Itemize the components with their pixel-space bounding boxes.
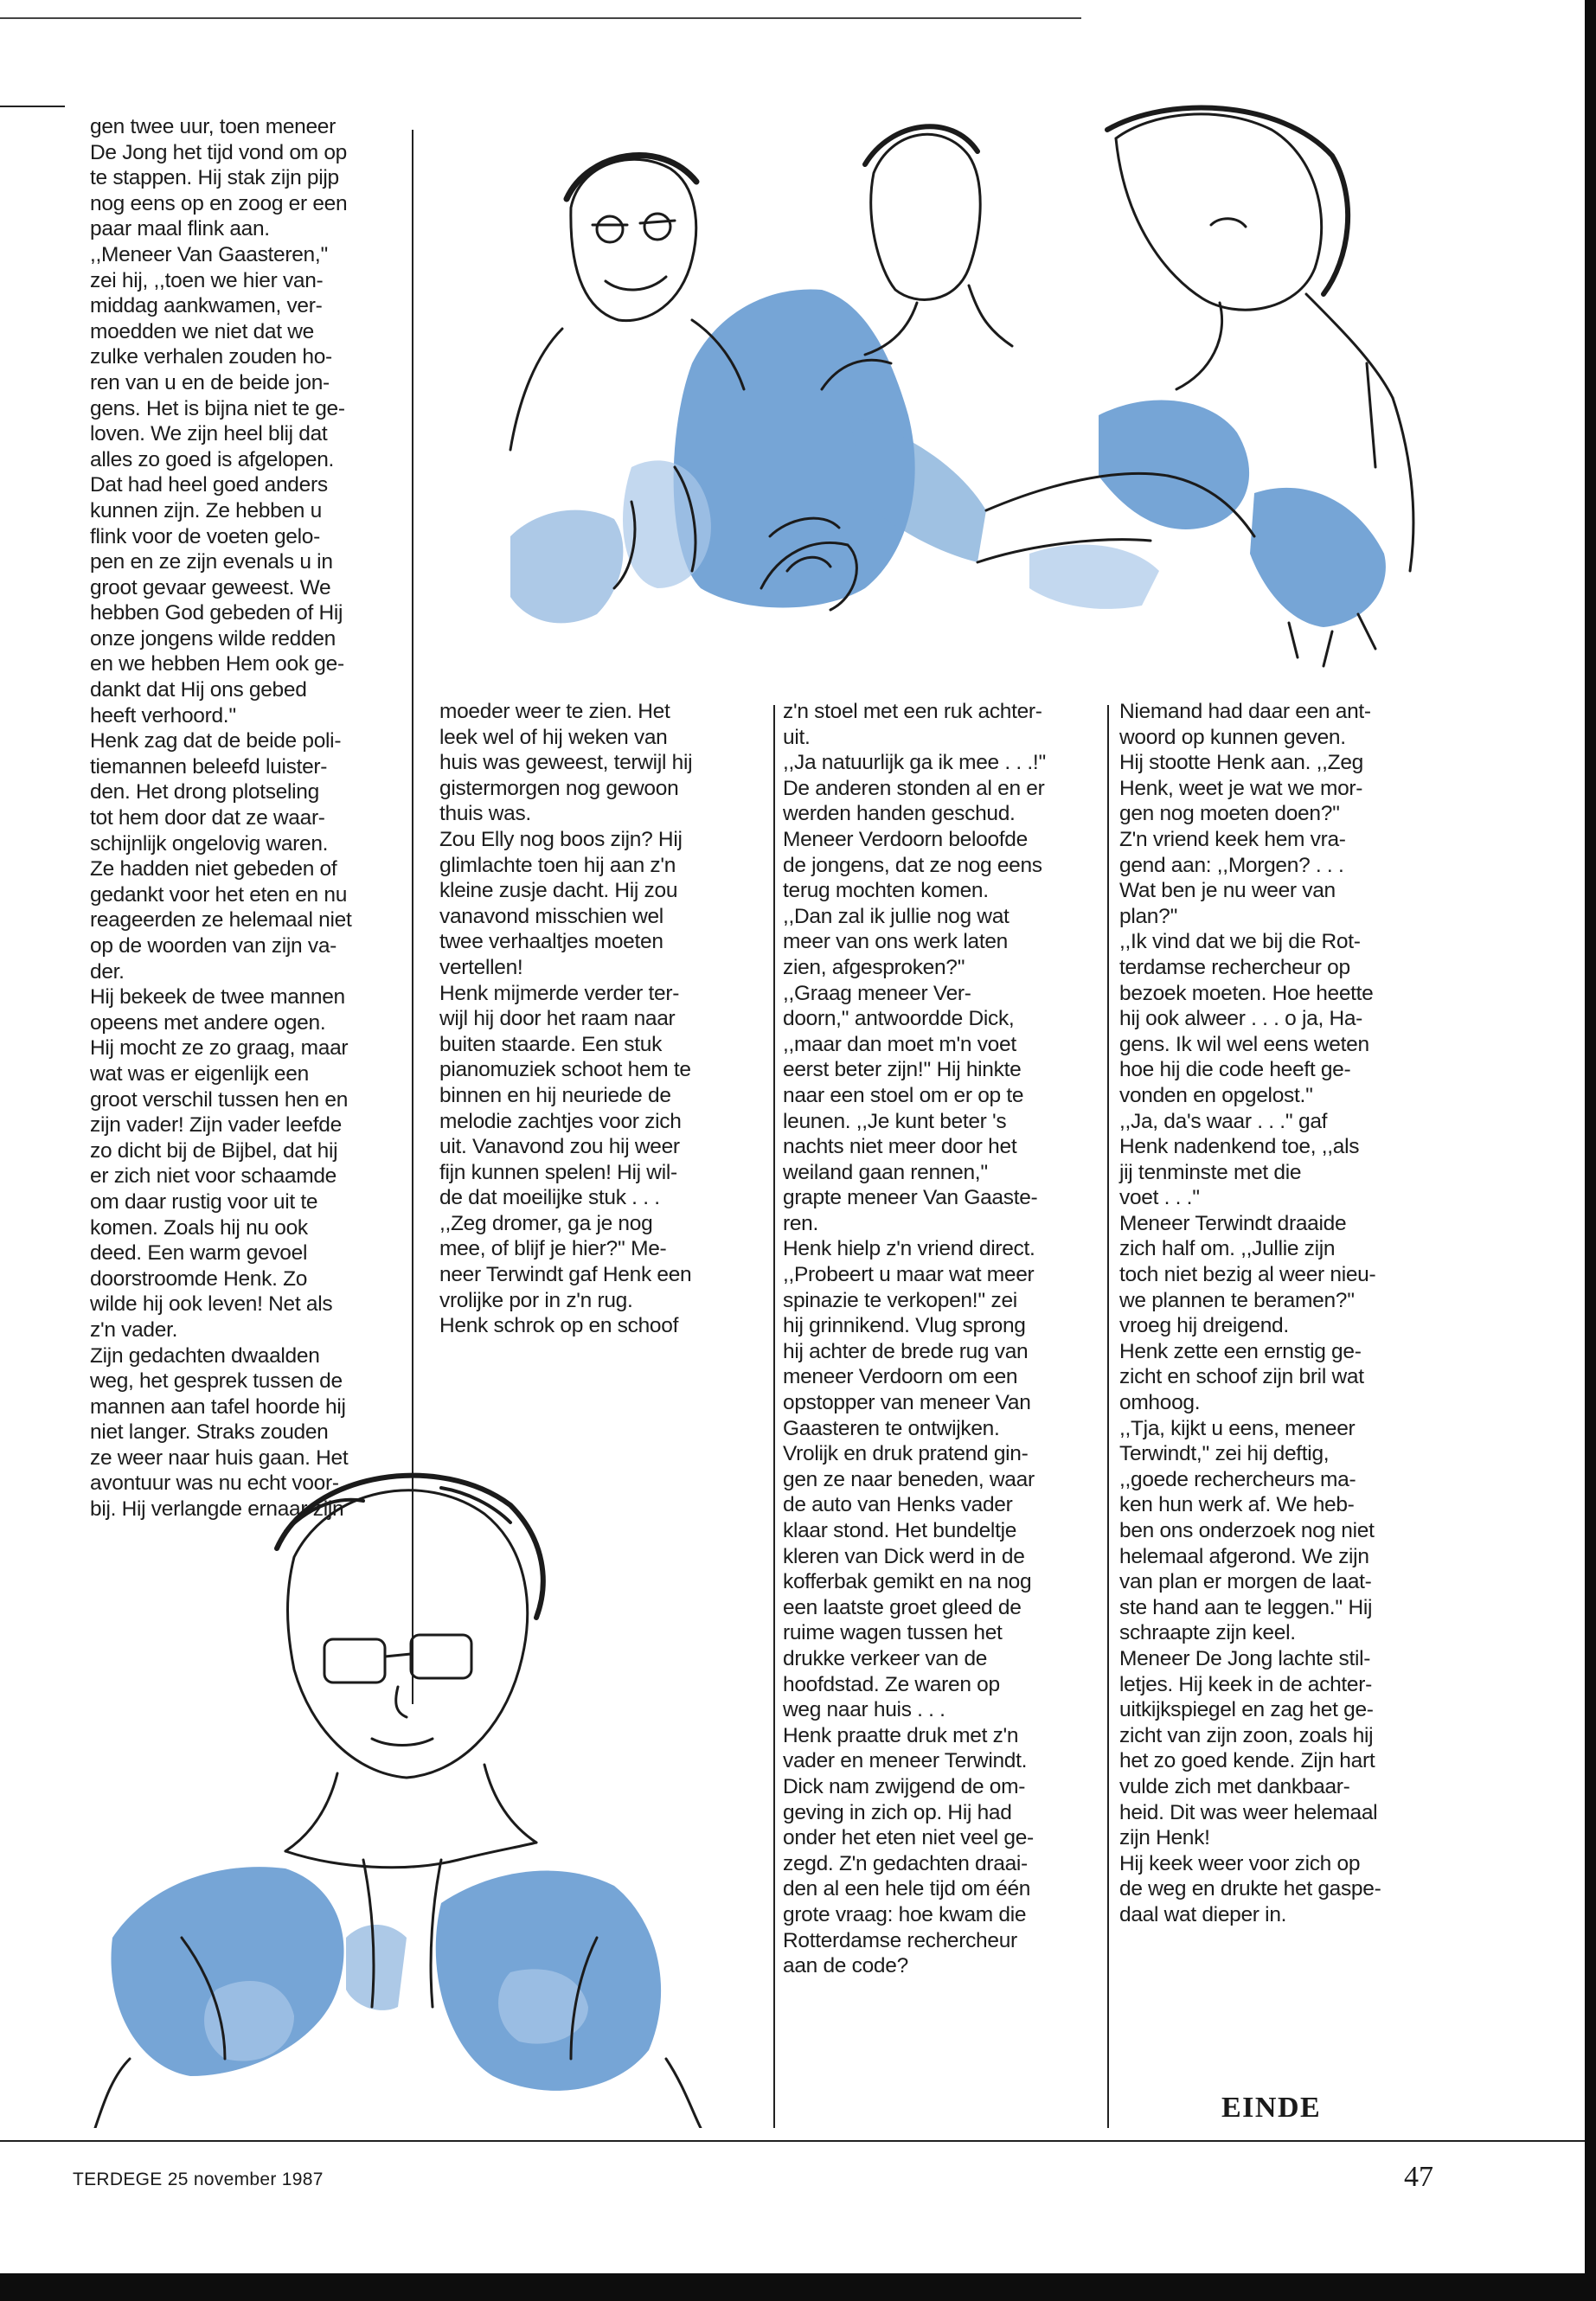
text-line: weg naar huis . . . <box>783 1698 945 1722</box>
text-line: op de woorden van zijn va- <box>90 934 337 958</box>
text-line: de auto van Henks vader <box>783 1493 1013 1517</box>
text-line: Z'n vriend keek hem vra- <box>1119 827 1346 851</box>
text-line: den al een hele tijd om één <box>783 1877 1031 1901</box>
text-line: zo dicht bij de Bijbel, dat hij <box>90 1138 338 1163</box>
text-line: huis was geweest, terwijl hij <box>439 751 693 775</box>
text-line: Meneer Verdoorn beloofde <box>783 827 1028 851</box>
text-line: schijnlijk ongelovig waren. <box>90 831 329 856</box>
text-line: ,,Ja, da's waar . . .'' gaf <box>1119 1109 1328 1133</box>
text-line: voet . . .'' <box>1119 1186 1200 1210</box>
text-line: helemaal afgerond. We zijn <box>1119 1544 1369 1568</box>
text-line: paar maal flink aan. <box>90 217 270 241</box>
text-line: bezoek moeten. Hoe heette <box>1119 981 1374 1005</box>
text-line: wilde hij ook leven! Net als <box>90 1292 333 1317</box>
text-line: meer van ons werk laten <box>783 930 1009 954</box>
story-end-marker: EINDE <box>1221 2092 1322 2124</box>
illustration-boy-with-glasses <box>78 1453 718 2128</box>
text-line: moedden we niet dat we <box>90 319 314 343</box>
text-line: letjes. Hij keek in de achter- <box>1119 1672 1372 1696</box>
text-line: pianomuziek schoot hem te <box>439 1058 691 1082</box>
text-line: aan de code? <box>783 1954 908 1978</box>
text-line: hij ook alweer . . . o ja, Ha- <box>1119 1007 1363 1031</box>
text-line: vonden en opgelost.'' <box>1119 1083 1313 1107</box>
text-line: eerst beter zijn!'' Hij hinkte <box>783 1058 1022 1082</box>
text-column-2 <box>439 699 692 1339</box>
text-line: gedankt voor het eten en nu <box>90 882 348 907</box>
text-line: ,,Meneer Van Gaasteren,'' <box>90 242 329 266</box>
text-line: gens. Het is bijna niet te ge- <box>90 396 345 420</box>
footer-rule <box>0 2140 1585 2142</box>
text-line: vulde zich met dankbaar- <box>1119 1774 1350 1798</box>
page-edge-right <box>1585 0 1596 2301</box>
text-line: uit. <box>783 725 811 749</box>
text-line: Hij keek weer voor zich op <box>1119 1851 1361 1875</box>
text-line: grote vraag: hoe kwam die <box>783 1902 1027 1926</box>
text-line: heeft verhoord.'' <box>90 703 237 727</box>
text-line: drukke verkeer van de <box>783 1646 988 1670</box>
text-line: uit. Vanavond zou hij weer <box>439 1135 680 1159</box>
text-line: middag aankwamen, ver- <box>90 294 323 318</box>
text-line: het zo goed kende. Zijn hart <box>1119 1749 1375 1773</box>
text-line: ze weer naar huis gaan. Het <box>90 1445 349 1470</box>
text-line: vroeg hij dreigend. <box>1119 1314 1289 1338</box>
text-line: Dick nam zwijgend de om- <box>783 1774 1026 1798</box>
text-line: tiemannen beleefd luister- <box>90 754 328 779</box>
text-line: groot verschil tussen hen en <box>90 1087 349 1112</box>
text-line: De Jong het tijd vond om op <box>90 140 347 164</box>
text-line: deed. Een warm gevoel <box>90 1241 308 1266</box>
text-line: zicht van zijn zoon, zoals hij <box>1119 1723 1374 1747</box>
text-line: neer Terwindt gaf Henk een <box>439 1263 692 1287</box>
text-line: Zou Elly nog boos zijn? Hij <box>439 827 683 851</box>
top-left-short-rule <box>0 106 65 107</box>
illustration-three-men <box>458 104 1436 692</box>
text-line: Meneer De Jong lachte stil- <box>1119 1646 1371 1670</box>
text-line: jij tenminste met die <box>1119 1160 1302 1184</box>
text-line: dankt dat Hij ons gebed <box>90 678 307 702</box>
text-line: Vrolijk en druk pratend gin- <box>783 1442 1029 1466</box>
text-line: der. <box>90 959 125 984</box>
text-line: flink voor de voeten gelo- <box>90 524 320 548</box>
text-line: Henk, weet je wat we mor- <box>1119 776 1363 800</box>
text-line: zijn vader! Zijn vader leefde <box>90 1113 342 1138</box>
text-line: leek wel of hij weken van <box>439 725 668 749</box>
text-line: terug mochten komen. <box>783 879 989 903</box>
text-line: melodie zachtjes voor zich <box>439 1109 682 1133</box>
text-line: de weg en drukte het gaspe- <box>1119 1877 1381 1901</box>
text-line: ,,Ja natuurlijk ga ik mee . . .!'' <box>783 751 1047 775</box>
text-line: alles zo goed is afgelopen. <box>90 447 335 471</box>
text-column-4 <box>1119 699 1381 1928</box>
text-line: kleren van Dick werd in de <box>783 1544 1025 1568</box>
text-line: Henk mijmerde verder ter- <box>439 981 680 1005</box>
text-line: Henk zag dat de beide poli- <box>90 729 342 753</box>
text-line: gend aan: ,,Morgen? . . . <box>1119 853 1344 877</box>
text-line: twee verhaaltjes moeten <box>439 930 663 954</box>
text-line: zich half om. ,,Jullie zijn <box>1119 1237 1336 1261</box>
text-line: spinazie te verkopen!'' zei <box>783 1288 1017 1312</box>
text-line: gen twee uur, toen meneer <box>90 115 336 138</box>
text-line: terdamse rechercheur op <box>1119 955 1350 979</box>
text-line: hij grinnikend. Vlug sprong <box>783 1314 1026 1338</box>
text-line: te stappen. Hij stak zijn pijp <box>90 166 339 190</box>
text-line: kofferbak gemikt en na nog <box>783 1570 1032 1594</box>
text-line: om daar rustig voor uit te <box>90 1189 318 1214</box>
text-line: leunen. ,,Je kunt beter 's <box>783 1109 1007 1133</box>
text-line: kleine zusje dacht. Hij zou <box>439 879 678 903</box>
top-rule <box>0 17 1081 19</box>
text-line: schraapte zijn keel. <box>1119 1621 1296 1645</box>
text-line: thuis was. <box>439 802 531 826</box>
text-line: grapte meneer Van Gaaste- <box>783 1186 1038 1210</box>
text-line: mannen aan tafel hoorde hij <box>90 1394 346 1419</box>
text-line: reageerden ze helemaal niet <box>90 908 352 933</box>
text-line: Meneer Terwindt draaide <box>1119 1211 1347 1235</box>
text-line: omhoog. <box>1119 1391 1201 1415</box>
text-line: nog eens op en zoog er een <box>90 191 348 215</box>
text-line: hebben God gebeden of Hij <box>90 601 343 625</box>
text-line: Hij mocht ze zo graag, maar <box>90 1036 349 1061</box>
text-line: wijl hij door het raam naar <box>439 1007 676 1031</box>
text-line: niet langer. Straks zouden <box>90 1420 329 1445</box>
text-line: vrolijke por in z'n rug. <box>439 1288 633 1312</box>
text-line: naar een stoel om er op te <box>783 1083 1024 1107</box>
text-line: vanavond misschien wel <box>439 904 663 928</box>
text-line: tot hem door dat ze waar- <box>90 806 325 830</box>
text-line: glimlachte toen hij aan z'n <box>439 853 676 877</box>
blue-wash <box>111 1867 661 2091</box>
text-line: Henk nadenkend toe, ,,als <box>1119 1135 1360 1159</box>
text-line: Wat ben je nu weer van <box>1119 879 1336 903</box>
text-line: gistermorgen nog gewoon <box>439 776 679 800</box>
text-line: Henk schrok op en schoof <box>439 1314 679 1338</box>
text-line: Gaasteren te ontwijken. <box>783 1416 1000 1440</box>
text-line: ren van u en de beide jon- <box>90 370 330 394</box>
text-line: zulke verhalen zouden ho- <box>90 345 332 369</box>
text-line: geving in zich op. Hij had <box>783 1800 1012 1824</box>
text-line: daal wat dieper in. <box>1119 1902 1287 1926</box>
text-line: werden handen geschud. <box>783 802 1016 826</box>
text-line: de jongens, dat ze nog eens <box>783 853 1042 877</box>
text-line: doorn,'' antwoordde Dick, <box>783 1007 1015 1031</box>
text-line: onder het eten niet veel ge- <box>783 1826 1034 1850</box>
text-line: weg, het gesprek tussen de <box>90 1369 343 1394</box>
text-line: woord op kunnen geven. <box>1119 725 1346 749</box>
text-line: Rotterdamse rechercheur <box>783 1928 1017 1952</box>
text-line: zijn Henk! <box>1119 1826 1210 1850</box>
text-line: loven. We zijn heel blij dat <box>90 422 328 446</box>
text-line: nachts niet meer door het <box>783 1135 1017 1159</box>
text-line: ,,maar dan moet m'n voet <box>783 1032 1016 1056</box>
text-line: Hij stootte Henk aan. ,,Zeg <box>1119 751 1363 775</box>
text-line: mee, of blijf je hier?'' Me- <box>439 1237 667 1261</box>
text-line: een laatste groet gleed de <box>783 1595 1022 1619</box>
text-line: hoofdstad. Ze waren op <box>783 1672 1000 1696</box>
text-line: doorstroomde Henk. Zo <box>90 1266 308 1291</box>
text-line: hij achter de brede rug van <box>783 1339 1029 1363</box>
text-line: ruime wagen tussen het <box>783 1621 1003 1645</box>
column-divider-3 <box>1107 705 1109 2128</box>
text-line: ,,Ik vind dat we bij die Rot- <box>1119 930 1361 954</box>
column-divider-2 <box>773 705 775 2128</box>
text-line: z'n vader. <box>90 1317 178 1342</box>
text-line: Dat had heel goed anders <box>90 473 328 497</box>
text-line: heid. Dit was weer helemaal <box>1119 1800 1378 1824</box>
footer-publication: TERDEGE 25 november 1987 <box>73 2170 324 2189</box>
text-line: Henk hielp z'n vriend direct. <box>783 1237 1035 1261</box>
text-line: toch niet bezig al weer nieu- <box>1119 1263 1376 1287</box>
text-line: zien, afgesproken?'' <box>783 955 965 979</box>
text-line: buiten staarde. Een stuk <box>439 1032 663 1056</box>
text-line: meneer Verdoorn om een <box>783 1365 1018 1389</box>
text-line: gen nog moeten doen?'' <box>1119 802 1340 826</box>
text-line: ken hun werk af. We heb- <box>1119 1493 1355 1517</box>
text-line: opeens met andere ogen. <box>90 1010 326 1035</box>
text-line: groot gevaar geweest. We <box>90 575 331 599</box>
text-line: ,,Tja, kijkt u eens, meneer <box>1119 1416 1356 1440</box>
text-line: ren. <box>783 1211 819 1235</box>
text-line: hoe hij die code heeft ge- <box>1119 1058 1351 1082</box>
text-line: avontuur was nu echt voor- <box>90 1471 339 1496</box>
text-line: Zijn gedachten dwaalden <box>90 1343 320 1368</box>
text-line: kunnen zijn. Ze hebben u <box>90 498 322 522</box>
text-line: er zich niet voor schaamde <box>90 1164 337 1189</box>
text-column-3 <box>783 699 1046 1979</box>
text-line: van plan er morgen de laat- <box>1119 1570 1372 1594</box>
text-line: zicht en schoof zijn bril wat <box>1119 1365 1364 1389</box>
text-line: Hij bekeek de twee mannen <box>90 985 345 1009</box>
page-number: 47 <box>1404 2161 1433 2193</box>
text-line: gens. Ik wil wel eens weten <box>1119 1032 1369 1056</box>
page-edge-bottom <box>0 2273 1596 2301</box>
text-line: De anderen stonden al en er <box>783 776 1045 800</box>
text-line: ,,Zeg dromer, ga je nog <box>439 1211 653 1235</box>
text-line: onze jongens wilde redden <box>90 626 336 651</box>
text-line: ,,goede rechercheurs ma- <box>1119 1467 1356 1491</box>
text-line: binnen en hij neuriede de <box>439 1083 671 1107</box>
text-line: Ze hadden niet gebeden of <box>90 857 337 881</box>
text-line: klaar stond. Het bundeltje <box>783 1519 1017 1542</box>
text-line: vertellen! <box>439 955 523 979</box>
text-line: Niemand had daar een ant- <box>1119 700 1371 723</box>
text-line: vader en meneer Terwindt. <box>783 1749 1028 1773</box>
text-line: ,,Dan zal ik jullie nog wat <box>783 904 1010 928</box>
text-line: ste hand aan te leggen.'' Hij <box>1119 1595 1373 1619</box>
text-line: weiland gaan rennen,'' <box>783 1160 989 1184</box>
text-line: moeder weer te zien. Het <box>439 700 670 723</box>
text-line: wat was er eigenlijk een <box>90 1061 309 1086</box>
text-line: we plannen te beramen?'' <box>1119 1288 1355 1312</box>
text-line: de dat moeilijke stuk . . . <box>439 1186 660 1210</box>
text-line: gen ze naar beneden, waar <box>783 1467 1035 1491</box>
text-line: fijn kunnen spelen! Hij wil- <box>439 1160 677 1184</box>
text-column-1 <box>90 114 351 1522</box>
text-line: ben ons onderzoek nog niet <box>1119 1519 1375 1542</box>
text-line: uitkijkspiegel en zag het ge- <box>1119 1698 1374 1722</box>
text-line: pen en ze zijn evenals u in <box>90 550 333 574</box>
text-line: den. Het drong plotseling <box>90 780 319 804</box>
text-line: komen. Zoals hij nu ook <box>90 1215 308 1240</box>
text-line: bij. Hij verlangde ernaar zijn <box>90 1497 344 1522</box>
text-line: Henk zette een ernstig ge- <box>1119 1339 1362 1363</box>
text-line: ,,Probeert u maar wat meer <box>783 1263 1035 1287</box>
text-line: plan?'' <box>1119 904 1178 928</box>
text-line: en we hebben Hem ook ge- <box>90 652 344 676</box>
text-line: opstopper van meneer Van <box>783 1391 1031 1415</box>
text-line: Henk praatte druk met z'n <box>783 1723 1019 1747</box>
text-line: Terwindt,'' zei hij deftig, <box>1119 1442 1330 1466</box>
text-line: zegd. Z'n gedachten draai- <box>783 1851 1028 1875</box>
text-line: z'n stoel met een ruk achter- <box>783 700 1042 723</box>
text-line: zei hij, ,,toen we hier van- <box>90 268 324 292</box>
text-line: ,,Graag meneer Ver- <box>783 981 971 1005</box>
